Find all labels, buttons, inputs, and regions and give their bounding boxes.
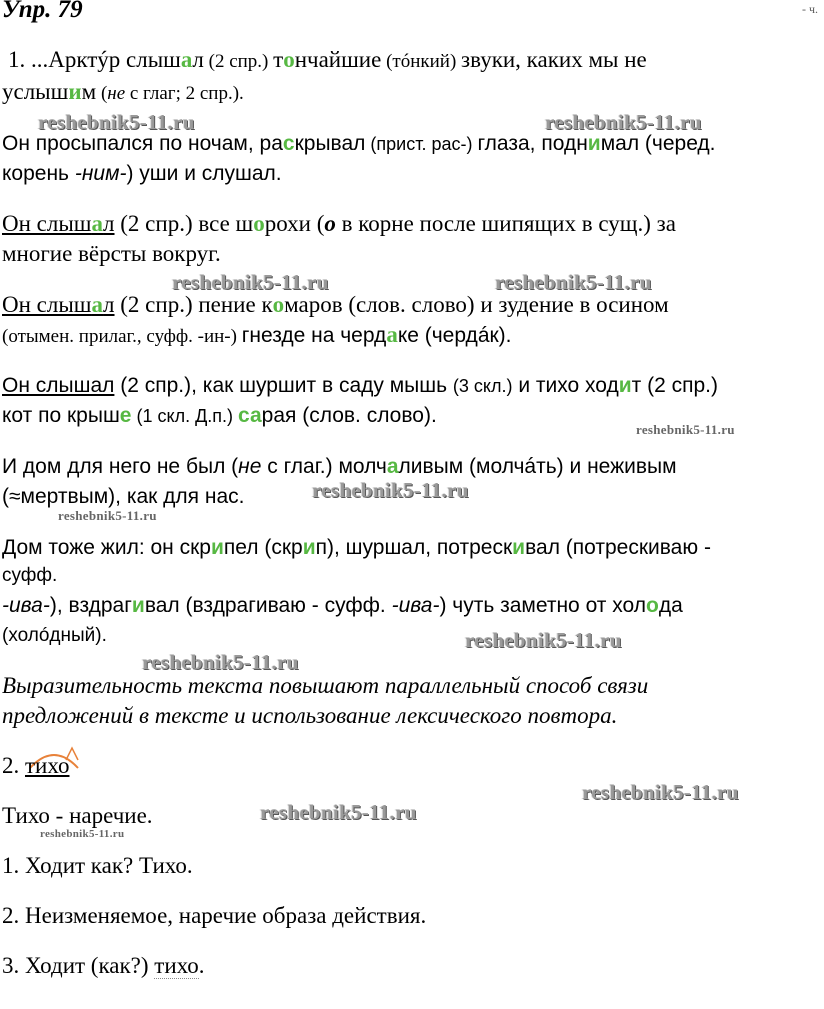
watermark: reshebnik5-11.ru bbox=[172, 270, 329, 294]
p1-line2: услышим (не с глаг; 2 спр.). bbox=[2, 79, 244, 104]
conclusion-line1: Выразительность текста повышают параллельный способ связи bbox=[2, 673, 649, 698]
watermark: reshebnik5-11.ru bbox=[38, 110, 195, 134]
p3-line2: многие вёрсты вокруг. bbox=[2, 241, 221, 266]
task2-pos: Тихо - наречие. bbox=[2, 803, 153, 828]
watermark: reshebnik5-11.ru bbox=[545, 110, 702, 134]
p2-line2: корень -ним-) уши и слушал. bbox=[2, 162, 282, 185]
p7-line1: Дом тоже жил: он скрипел (скрип), шуршал, потрескивал (потрескиваю - bbox=[2, 536, 711, 559]
watermark: reshebnik5-11.ru bbox=[40, 828, 125, 840]
p5-line2: кот по крыше (1 скл. Д.п.) сарая (слов. слово). bbox=[2, 404, 437, 427]
p3-line1: Он слышал (2 спр.) все шорохи (о в корне после шипящих в сущ.) за bbox=[2, 211, 676, 236]
corner-mark: - ч. bbox=[801, 2, 818, 16]
p7-line3: -ива-), вздрагивал (вздрагиваю - суфф. -ива-) чуть заметно от холода bbox=[2, 594, 683, 617]
p4-line1: Он слышал (2 спр.) пение комаров (слов. слово) и зудение в осином bbox=[2, 292, 669, 317]
task2-heading: 2. тихо bbox=[2, 753, 70, 778]
task2-q2: 2. Неизменяемое, наречие образа действия. bbox=[2, 903, 427, 928]
watermark: reshebnik5-11.ru bbox=[636, 422, 735, 437]
watermark: reshebnik5-11.ru bbox=[465, 628, 622, 652]
p7-line2: суфф. bbox=[2, 565, 58, 586]
p1-line1: 1. ...Арктýр слышал (2 спр.) тончайшие (тóнкий) звуки, каких мы не bbox=[8, 47, 647, 72]
p7-line4: (холóдный). bbox=[2, 625, 107, 646]
conclusion-line2: предложений в тексте и использование лексического повтора. bbox=[2, 703, 618, 728]
p4-line2: (отымен. прилаг., суфф. -ин-) гнезде на чердаке (чердáк). bbox=[2, 322, 512, 347]
task2-q3: 3. Ходит (как?) тихо. bbox=[2, 953, 205, 978]
watermark: reshebnik5-11.ru bbox=[312, 478, 469, 502]
p2-line1: Он просыпался по ночам, раскрывал (прист. рас-) глаза, поднимал (черед. bbox=[2, 132, 716, 155]
task2-q1: 1. Ходит как? Тихо. bbox=[2, 853, 193, 878]
exercise-title: Упр. 79 bbox=[2, 0, 83, 23]
watermark: reshebnik5-11.ru bbox=[58, 508, 157, 523]
watermark: reshebnik5-11.ru bbox=[582, 780, 739, 804]
watermark: reshebnik5-11.ru bbox=[495, 270, 652, 294]
p5-line1: Он слышал (2 спр.), как шуршит в саду мышь (3 скл.) и тихо ходит (2 спр.) bbox=[2, 374, 719, 397]
watermark: reshebnik5-11.ru bbox=[142, 650, 299, 674]
watermark: reshebnik5-11.ru bbox=[260, 800, 417, 824]
p6-line1: И дом для него не был (не с глаг.) молчаливым (молчáть) и неживым bbox=[2, 455, 677, 478]
p6-line2: (≈мертвым), как для нас. bbox=[2, 485, 245, 508]
